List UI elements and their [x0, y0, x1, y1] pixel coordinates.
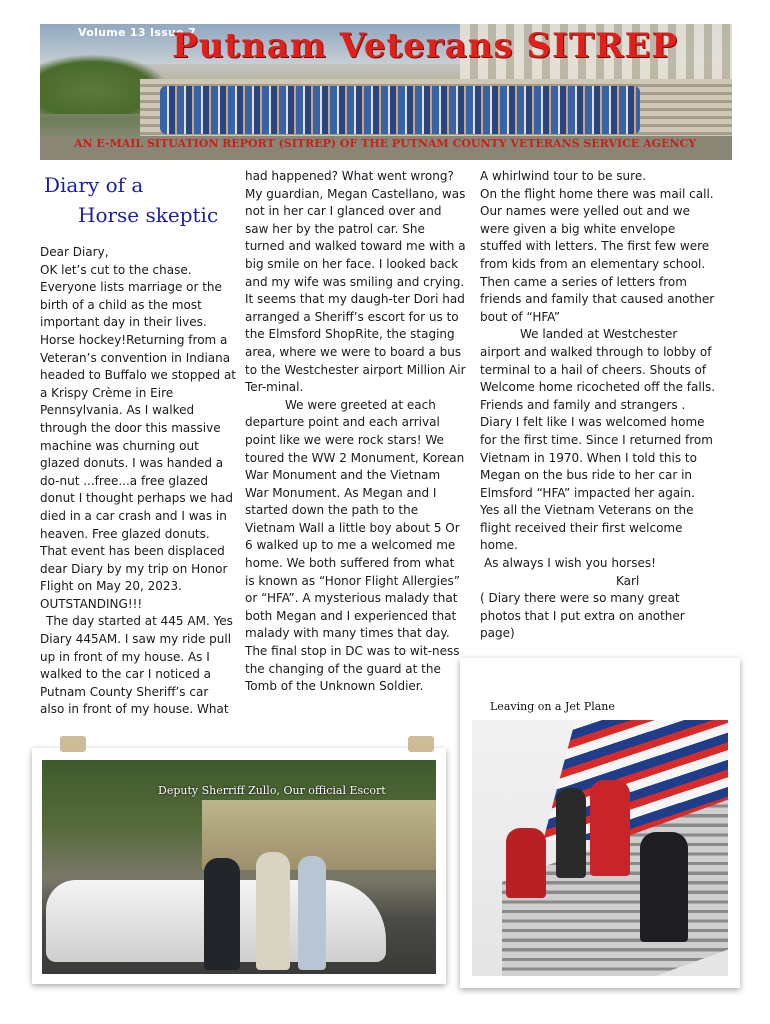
- traveler-figure: [640, 832, 688, 942]
- sign-off: As always I wish you horses!: [484, 556, 656, 571]
- paragraph: We landed at Westchester airport and walked through to lobby of terminal to a hail of cheers. Shouts of Welcome home ricocheted off the falls. Friends and family and strangers . Diary I felt like I was welcomed home for the first time. Since I returned from Vietnam in 1970. When I told this to Megan on the bus ride to her car in Elmsford “HFA” impacted her again. Yes all the Vietnam Veterans on the flight received their first welcome home.: [480, 327, 716, 553]
- photo-frame-plane: [460, 658, 740, 988]
- traveler-figure: [556, 788, 586, 878]
- author-name: Karl: [616, 573, 640, 588]
- guardian-figure: [298, 856, 326, 970]
- paragraph: had happened? What went wrong? My guardian, Megan Castellano, was not in her car I glanced over and saw her by the patrol car. She turned and walked toward me with a big smile on her face. I looked back and my wife was smiling and crying. It seems that my daugh-ter Dori had arranged a Sheriff’s escort for us to the Elmsford ShopRite, the staging area, where we were to board a bus to the Westchester airport Million Air Ter-minal.: [245, 169, 466, 395]
- photo-tape: [408, 736, 434, 752]
- volume-issue: Volume 13 Issue 7: [78, 26, 197, 39]
- heading-line-2: Horse skeptic: [78, 203, 219, 227]
- article-column-1: [40, 244, 236, 719]
- salutation: Dear Diary,: [40, 245, 109, 259]
- postscript: ( Diary there were so many great photos that I put extra on another page): [480, 591, 685, 641]
- paragraph: OK let’s cut to the chase. Everyone lists marriage or the birth of a child as the most important day in their lives. Horse hockey!Returning from a Veteran’s convention in Indiana headed to Buffalo we stopped at a Krispy Crème in Eire Pennsylvania. As I walked through the door this massive machine was churning out glazed donuts. I was handed a do-nut ...free...a free glazed donut I thought perhaps we had died in a car crash and I was in heaven. Free glazed donuts. That event has been displaced dear Diary by my trip on Honor Flight on May 20, 2023. OUTSTANDING!!!: [40, 262, 237, 611]
- photo-frame-escort: [32, 748, 446, 984]
- paragraph: The day started at 445 AM. Yes Diary 445AM. I saw my ride pull up in front of my house. As I walked to the car I noticed a Putnam County Sheriff’s car also in front of my house. What: [40, 614, 233, 717]
- article-column-2: [245, 168, 467, 696]
- paragraph: On the flight home there was mail call. Our names were yelled out and we were given a big white envelope stuffed with letters. The first few were from kids from an elementary school. Then came a series of letters from friends and family that caused another bout of “HFA”: [480, 186, 715, 324]
- photo-tape: [60, 736, 86, 752]
- banner-veterans-group: [160, 86, 640, 134]
- heading-line-1: Diary of a: [44, 173, 144, 197]
- photo-escort: [42, 760, 436, 974]
- paragraph: We were greeted at each departure point and each arrival point like we were rock stars! We toured the WW 2 Monument, Korean War Monument and the Vietnam War Monument. As Megan and I started down the path to the Vietnam Wall a little boy about 5 Or 6 walked up to me a welcomed me home. We both suffered from what is known as “Honor Flight Allergies” or “HFA”. A mysterious malady that both Megan and I experienced that malady with many times that day. The final stop in DC was to wit-ness the changing of the guard at the Tomb of the Unknown Soldier.: [245, 397, 465, 694]
- masthead-banner: [40, 24, 732, 160]
- veteran-figure: [256, 852, 290, 970]
- article-column-3: [480, 168, 718, 643]
- traveler-figure: [506, 828, 546, 898]
- article-heading: [44, 170, 218, 230]
- photo-caption-plane: Leaving on a Jet Plane: [490, 700, 615, 713]
- newsletter-subtitle: AN E-MAIL SITUATION REPORT (SITREP) OF THE PUTNAM COUNTY VETERANS SERVICE AGENCY: [74, 137, 697, 150]
- photo-caption-escort: Deputy Sherriff Zullo, Our official Escort: [158, 784, 386, 797]
- veteran-figure: [590, 780, 630, 876]
- deputy-figure: [204, 858, 240, 970]
- paragraph: A whirlwind tour to be sure.: [480, 169, 647, 183]
- newsletter-title: Putnam Veterans SITREP: [172, 26, 678, 66]
- photo-plane: [472, 720, 728, 976]
